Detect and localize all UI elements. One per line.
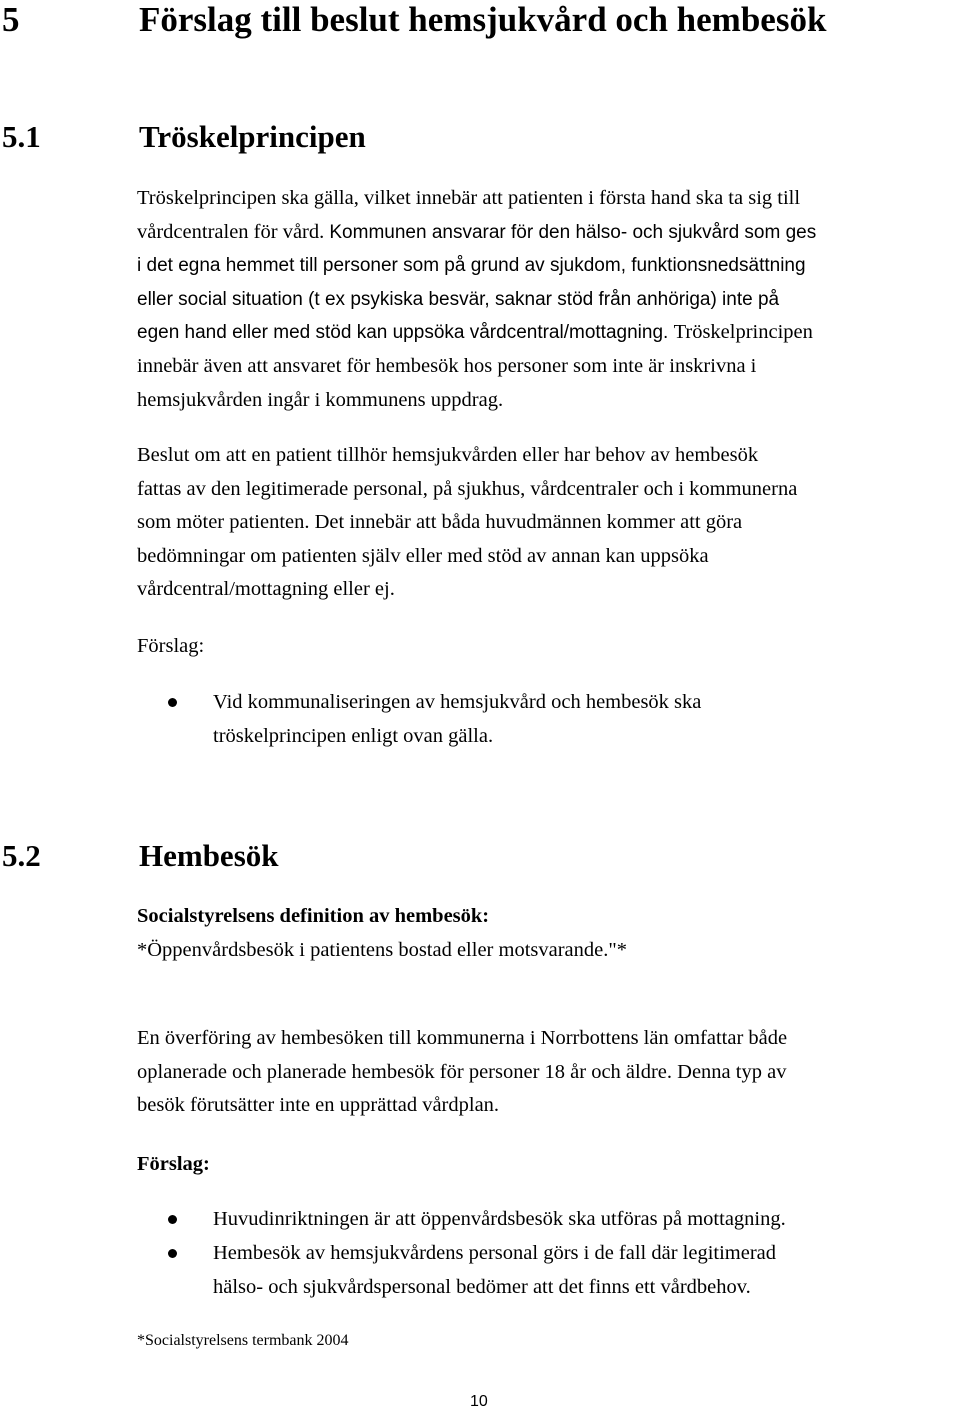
paragraph-line: bedömningar om patienten själv eller med stöd av annan kan uppsöka xyxy=(137,544,709,567)
section-5-heading xyxy=(2,0,942,40)
paragraph-line: fattas av den legitimerade personal, på sjukhus, vårdcentraler och i kommunerna xyxy=(137,477,798,500)
proposal-label: Förslag: xyxy=(137,635,205,657)
proposal-list xyxy=(137,685,937,753)
section-title: Tröskelprincipen xyxy=(139,119,366,154)
bullet-icon xyxy=(168,1215,177,1224)
list-item: Hembesök av hemsjukvårdens personal görs i de fall där legitimerad hälso- och sjukvårdspersonal bedömer att det finns ett vårdbehov. xyxy=(137,1236,947,1304)
bullet-icon xyxy=(168,1249,177,1258)
paragraph-line: vårdcentral/mottagning eller ej. xyxy=(137,578,395,601)
threshold-paragraph xyxy=(137,182,957,417)
paragraph-line: besök förutsätter inte en upprättad vårdplan. xyxy=(137,1094,500,1117)
paragraph-line: vårdcentralen för vård. Kommunen ansvarar för den hälso- och sjukvård som ges xyxy=(137,220,817,243)
footnote: *Socialstyrelsens termbank 2004 xyxy=(137,1332,349,1349)
decision-paragraph xyxy=(137,439,957,607)
paragraph-line: i det egna hemmet till personer som på grund av sjukdom, funktionsnedsättning xyxy=(137,255,806,277)
list-item: Vid kommunaliseringen av hemsjukvård och hembesök ska tröskelprincipen enligt ovan gälla. xyxy=(137,685,937,753)
paragraph-line: egen hand eller med stöd kan uppsöka vårdcentral/mottagning. Tröskelprincipen xyxy=(137,321,813,344)
section-title: Förslag till beslut hemsjukvård och hembesök xyxy=(139,0,827,39)
proposal-label: Förslag: xyxy=(137,1153,210,1175)
paragraph-line: oplanerade och planerade hembesök för personer 18 år och äldre. Denna typ av xyxy=(137,1060,787,1083)
paragraph-line: innebär även att ansvaret för hembesök hos personer som inte är inskrivna i xyxy=(137,354,757,377)
section-number: 5 xyxy=(2,0,20,39)
paragraph-line: Beslut om att en patient tillhör hemsjukvården eller har behov av hembesök xyxy=(137,444,759,466)
section-number: 5.1 xyxy=(2,119,41,154)
bullet-icon xyxy=(168,698,177,707)
section-title: Hembesök xyxy=(139,838,279,873)
section-5-2-heading xyxy=(2,838,902,874)
paragraph-line: som möter patienten. Det innebär att båda huvudmännen kommer att göra xyxy=(137,511,743,534)
paragraph-line: Tröskelprincipen ska gälla, vilket innebär att patienten i första hand ska ta sig till xyxy=(137,187,801,209)
page-number: 10 xyxy=(470,1393,488,1410)
paragraph-line: hemsjukvården ingår i kommunens uppdrag. xyxy=(137,388,504,411)
section-number: 5.2 xyxy=(2,838,41,873)
definition-text: *Öppenvårdsbesök i patientens bostad eller motsvarande."* xyxy=(137,939,627,961)
home-visit-paragraph xyxy=(137,1022,957,1123)
list-item: Huvudinriktningen är att öppenvårdsbesök ska utföras på mottagning. xyxy=(137,1202,947,1236)
paragraph-line: En överföring av hembesöken till kommunerna i Norrbottens län omfattar både xyxy=(137,1027,788,1049)
proposal-list xyxy=(137,1202,947,1304)
definition-label: Socialstyrelsens definition av hembesök: xyxy=(137,905,490,927)
paragraph-line: eller social situation (t ex psykiska besvär, saknar stöd från anhöriga) inte på xyxy=(137,288,780,310)
section-5-1-heading xyxy=(2,119,902,155)
